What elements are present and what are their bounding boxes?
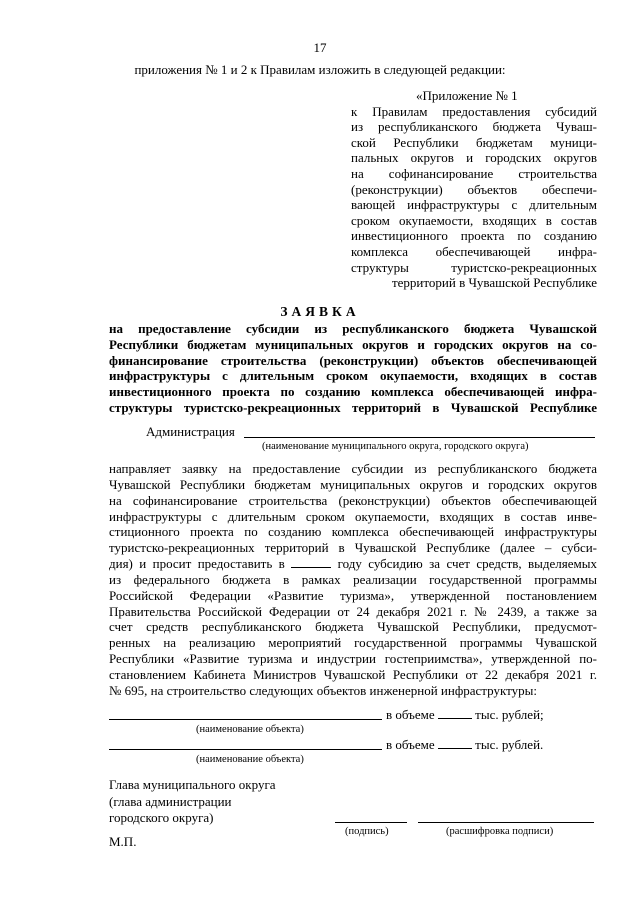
stamp-place: М.П.: [109, 834, 137, 849]
admin-caption: (наименование муниципального округа, городского округа): [262, 441, 529, 452]
appendix-line: структуры туристско-рекреационных: [351, 259, 597, 275]
appendix-line: вающей инфраструктуры с длительным: [351, 197, 597, 213]
body-line-year-b: году субсидию за счет средств, выделяемых: [337, 556, 597, 572]
body-paragraph: [109, 461, 597, 699]
in-volume-label: в объеме: [386, 707, 435, 722]
body-line: стиционного проекта по созданию комплекса обеспечивающей инфраструктуры: [109, 524, 597, 540]
object-name-field[interactable]: [109, 749, 382, 750]
object-name-field[interactable]: [109, 719, 382, 720]
body-line: Правительства Российской Федерации от 24 декабря 2021 г. № 2439, а также за: [109, 603, 597, 619]
body-line: из федерального бюджета в рамках реализации государственной программы: [109, 571, 597, 587]
appendix-line-last: территорий в Чувашской Республике: [391, 275, 597, 291]
subtitle-line: финансирование строительства (реконструкции) объектов обеспечивающей: [109, 352, 597, 368]
body-line: счет средств республиканского бюджета Чувашской Республики, предусмот-: [109, 619, 597, 635]
body-line: Чувашской Республики бюджетам муниципальных округов и городских округов: [109, 476, 597, 492]
appendix-line: инвестиционного проекта по созданию: [351, 228, 597, 244]
subtitle-line: Республики бюджетам муниципальных округов и городских округов на со-: [109, 336, 597, 352]
subtitle-line: структуры туристско-рекреационных территорий в Чувашской Республике: [109, 399, 597, 415]
appendix-line: сроком окупаемости, входящих в состав: [351, 212, 597, 228]
body-line: Российской Федерации «Развитие туризма», утвержденной постановлением: [109, 587, 597, 603]
admin-label: Администрация: [146, 424, 235, 439]
body-line: направляет заявку на предоставление субсидии из республиканского бюджета: [109, 461, 597, 476]
appendix-line: из республиканского бюджета Чуваш-: [351, 119, 597, 135]
amount-field[interactable]: [438, 737, 472, 749]
document-subtitle: [109, 321, 597, 416]
document-title: ЗАЯВКА: [280, 304, 360, 319]
appendix-line: (реконструкции) объектов обеспечи-: [351, 181, 597, 197]
body-line: ренных на реализацию мероприятий государственной программы Чувашской: [109, 635, 597, 651]
body-line-year-a: дия) и просит предоставить в: [109, 556, 285, 572]
object-caption: (наименование объекта): [196, 724, 304, 735]
appendix-line: комплекса обеспечивающей инфра-: [351, 243, 597, 259]
body-line: Республики «Развитие туризма и индустрии гостеприимства», утвержденной по-: [109, 651, 597, 667]
body-line: туристско-рекреационных территорий в Чувашской Республике (далее – субси-: [109, 540, 597, 556]
signature-caption: (подпись): [345, 826, 389, 837]
unit-label: тыс. рублей;: [475, 707, 544, 722]
year-field[interactable]: [291, 556, 331, 568]
body-line-last: № 695, на строительство следующих объектов инженерной инфраструктуры:: [109, 682, 537, 698]
body-line: становлением Кабинета Министров Чувашской Республики от 22 декабря 2021 г.: [109, 666, 597, 682]
signatory-line: городского округа): [109, 810, 214, 825]
body-line: на софинансирование строительства (реконструкции) объектов обеспечивающей: [109, 492, 597, 508]
page-number: 17: [313, 40, 327, 55]
signatory-line: (глава администрации: [109, 793, 232, 809]
subtitle-line: инвестиционного проекта по созданию комплекса обеспечивающей инфра-: [109, 384, 597, 400]
body-line-year: [109, 556, 597, 572]
signature-decode-field[interactable]: [418, 822, 594, 823]
object-caption: (наименование объекта): [196, 754, 304, 765]
appendix-line: ской Республики бюджетам муници-: [351, 134, 597, 150]
body-line: инфраструктуры с длительным сроком окупаемости, входящих в состав инве-: [109, 508, 597, 524]
signatory-block: [109, 777, 276, 827]
object-row: [386, 737, 543, 753]
appendix-header: [351, 88, 597, 291]
appendix-line: к Правилам предоставления субсидий: [351, 103, 597, 119]
signatory-line: Глава муниципального округа: [109, 777, 276, 792]
appendix-line: на софинансирование строительства: [351, 165, 597, 181]
signature-decode-caption: (расшифровка подписи): [446, 826, 554, 837]
appendix-line: пальных округов и городских округов: [351, 150, 597, 166]
in-volume-label: в объеме: [386, 737, 435, 752]
subtitle-line: на предоставление субсидии из республиканского бюджета Чувашской: [109, 321, 597, 336]
object-row: [386, 707, 544, 723]
appendix-head: «Приложение № 1: [416, 88, 518, 103]
amount-field[interactable]: [438, 707, 472, 719]
signature-field[interactable]: [335, 822, 407, 823]
admin-name-field[interactable]: [244, 437, 595, 438]
unit-label: тыс. рублей.: [475, 737, 544, 752]
intro-line: приложения № 1 и 2 к Правилам изложить в следующей редакции:: [134, 62, 506, 77]
subtitle-line: инфраструктуры с длительным сроком окупаемости, входящих в состав: [109, 368, 597, 384]
